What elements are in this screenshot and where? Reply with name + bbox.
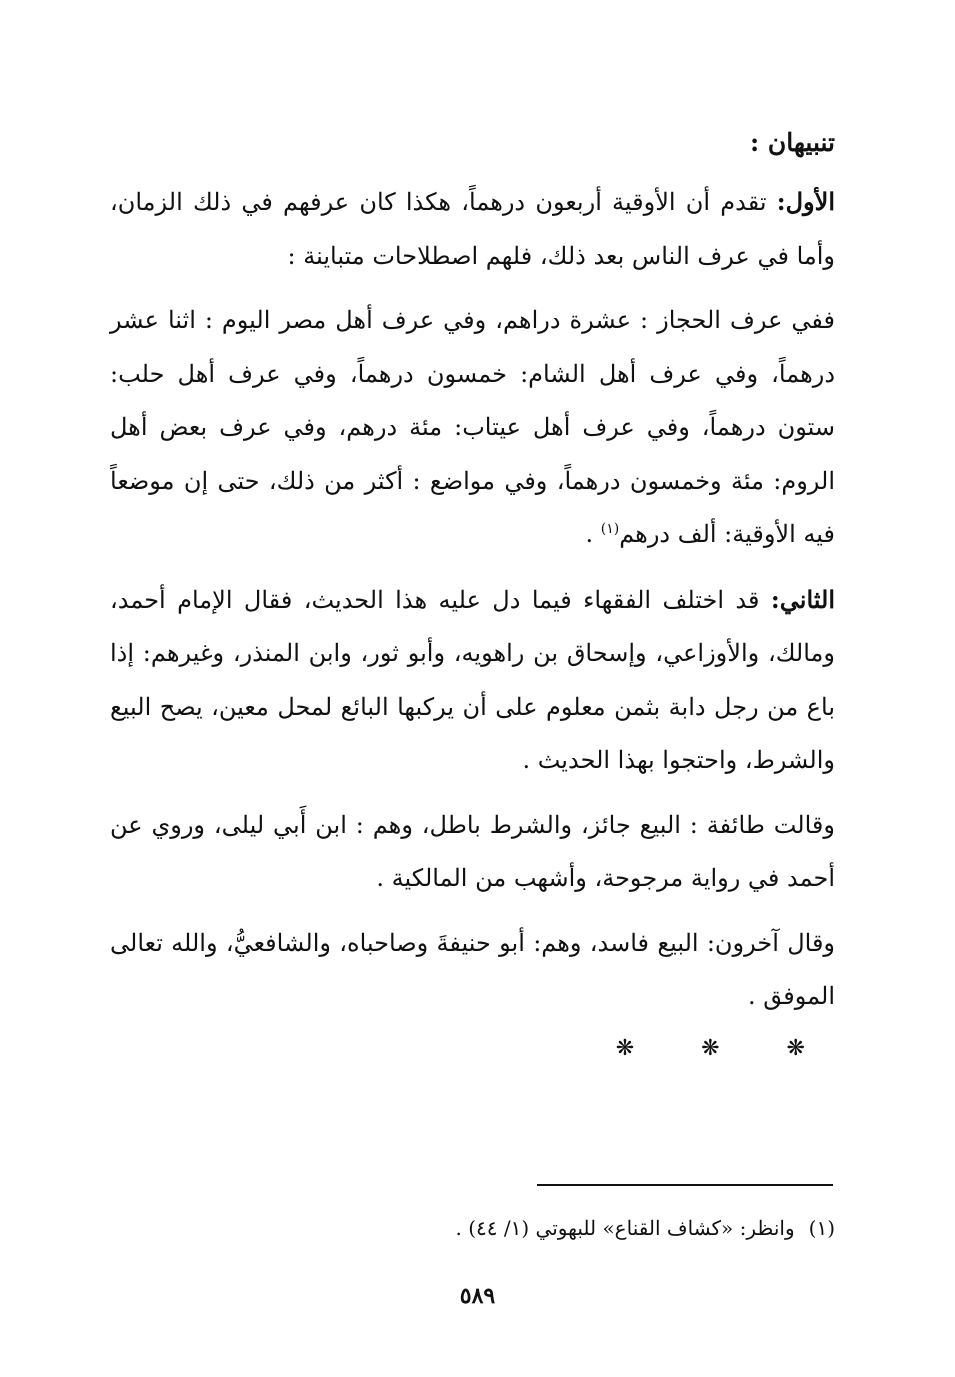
paragraph-text: ففي عرف الحجاز : عشرة دراهم، وفي عرف أهل مصر اليوم : اثنا عشر درهماً، وفي عرف أهل الشام: خمسون درهماً، وفي عرف أهل حلب: ستون درهماً، وفي عرف أهل عيتاب: مئة درهم، وفي عرف بعض أهل الروم: مئة وخمسون درهماً، وفي مواضع : أكثر من ذلك، حتى إن موضعاً فيه الأوقية: ألف درهم xyxy=(110,306,836,548)
paragraph-others xyxy=(110,917,835,1024)
paragraph-text: وقالت طائفة : البيع جائز، والشرط باطل، وهم : ابن أَبي ليلى، وروي عن أحمد في رواية مرجوحة، وأشهب من المالكية . xyxy=(110,810,835,892)
paragraph-text: قد اختلف الفقهاء فيما دل عليه هذا الحديث، فقال الإمام أحمد، ومالك، والأوزاعي، وإسحاق بن راهويه، وأبو ثور، وابن المنذر، وغيرهم: إذا باع من رجل دابة بثمن معلوم على أن يركبها البائع لمحل معين، يصح البيع والشرط، واحتجوا بهذا الحديث . xyxy=(110,585,835,774)
paragraph-tail: . xyxy=(585,520,601,548)
page-body xyxy=(110,115,835,1061)
paragraph-first xyxy=(110,175,835,283)
paragraph-text: وقال آخرون: البيع فاسد، وهم: أبو حنيفةَ وصاحباه، والشافعيُّ، والله تعالى الموفق . xyxy=(110,928,835,1010)
paragraph-lead-first: الأول: xyxy=(776,187,835,216)
section-separator: ❋ ❋ ❋ xyxy=(615,1035,835,1061)
paragraph-group-one xyxy=(110,799,835,906)
footnote-text: وانظر: «كشاف القناع» للبهوتي (١/ ٤٤) . xyxy=(455,1216,795,1240)
footnote xyxy=(115,1213,835,1243)
paragraph-second xyxy=(110,573,835,788)
footnote-divider xyxy=(537,1184,833,1186)
footnote-reference: (١) xyxy=(600,521,620,537)
page-heading: تنبيهان : xyxy=(749,128,835,157)
footnote-number: (١) xyxy=(808,1216,835,1240)
paragraph-lead-second: الثاني: xyxy=(770,584,835,614)
page-number: ٥٨٩ xyxy=(459,1283,496,1309)
paragraph-customs xyxy=(110,294,835,562)
paragraph-text: تقدم أن الأوقية أربعون درهماً، هكذا كان عرفهم في ذلك الزمان، وأما في عرف الناس بعد ذلك، فلهم اصطلاحات متباينة : xyxy=(110,188,835,270)
